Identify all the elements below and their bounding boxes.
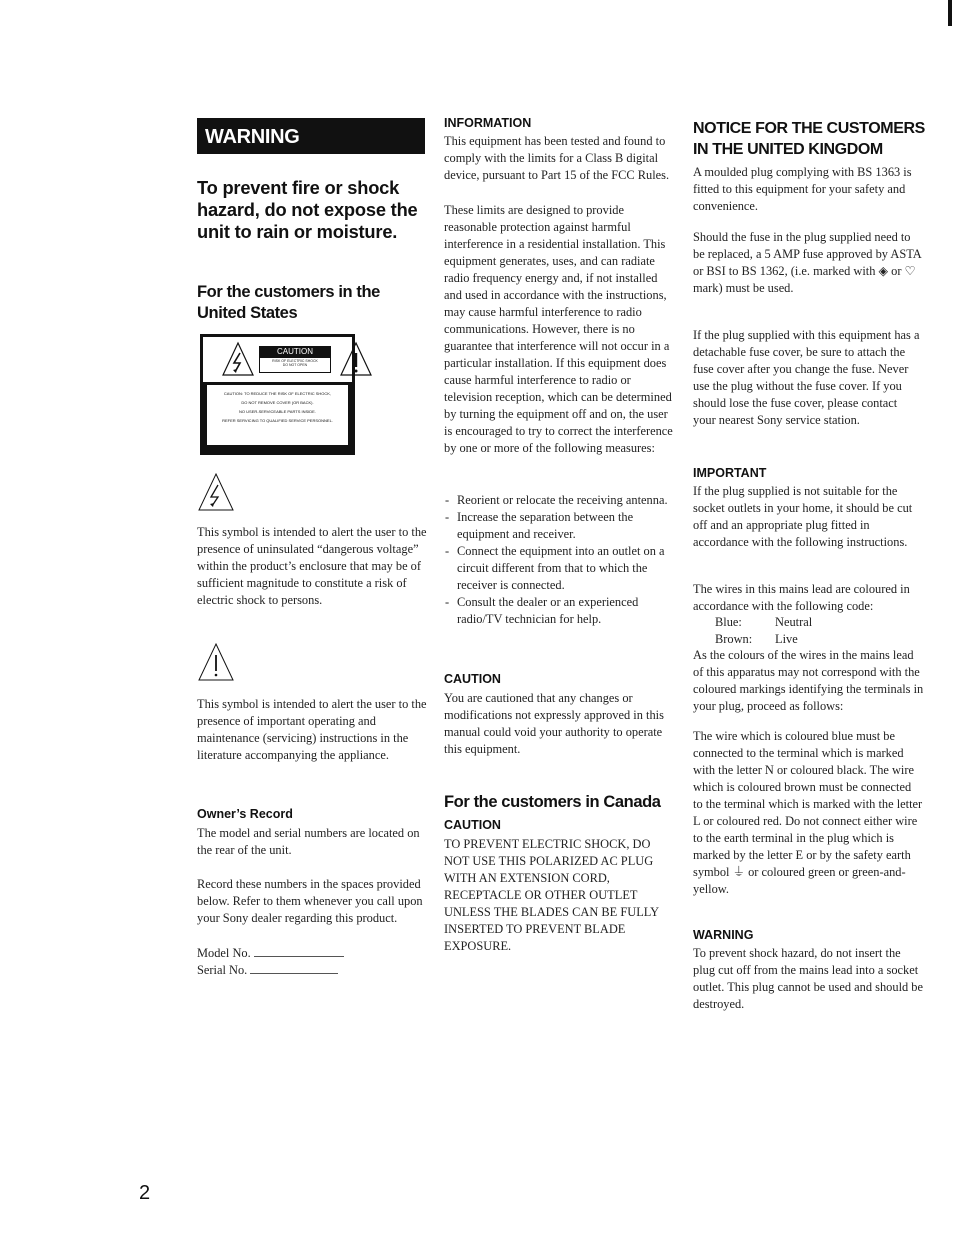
instruction-symbol-description: This symbol is intended to alert the user to the presence of important operating and maintenance (servicing) instructions in the literature accompanying the appliance. [197,697,427,762]
voltage-symbol-description: This symbol is intended to alert the user to the presence of uninsulated “dangerous voltage” within the product’s enclosure that may be of sufficient magnitude to constitute a risk of electric shock to persons. [197,525,427,607]
canada-customers-heading: For the customers in Canada [444,793,661,811]
warning-banner: WARNING [197,118,425,154]
list-item: - Consult the dealer or an experienced radio/TV technician for help. [444,594,676,628]
important-instructions-symbol-icon [197,642,235,682]
exclamation-warning-icon [339,341,373,377]
owners-record-heading: Owner’s Record [197,807,293,821]
heading-line: hazard, do not expose the [197,199,418,220]
fine-print-line: CAUTION: TO REDUCE THE RISK OF ELECTRIC SHOCK, [223,391,332,396]
information-heading: INFORMATION [444,116,532,130]
fine-print-line: NO USER-SERVICEABLE PARTS INSIDE. [239,409,316,414]
fire-shock-warning-heading [197,177,432,243]
us-customers-heading [197,282,427,324]
serial-number-label: Serial No. [197,963,248,977]
caution-label-top [203,337,352,385]
wire-colour: Brown: [715,632,753,646]
model-number-field [197,945,427,962]
heading-line: unit to rain or moisture. [197,221,398,242]
wire-colour-text: The wires in this mains lead are coloured in accordance with the following code: [693,582,910,613]
caution-label-graphic [200,334,355,455]
interference-measures-list [444,492,676,628]
wire-role: Live [775,632,798,646]
terminal-mismatch-text: As the colours of the wires in the mains lead of this apparatus may not correspond with the coloured markings identifying the terminals in your plug, proceed as follows: [693,648,924,713]
serial-number-field [197,962,427,979]
uk-fuse-cover-text: If the plug supplied with this equipment has a detachable fuse cover, be sure to attach the fuse cover after you change the fuse. Never use the plug without the fuse cover. If you should lose the fuse cover, please contact your nearest Sony service station. [693,328,920,427]
owners-record-location-text: The model and serial numbers are located on the rear of the unit. [197,826,420,857]
uk-warning-heading: WARNING [693,928,754,942]
caution-tag-subtext [259,357,331,373]
list-item: - Increase the separation between the equipment and receiver. [444,509,676,543]
lightning-warning-icon [221,341,255,377]
fine-print-line: DO NOT REMOVE COVER (OR BACK). [241,400,314,405]
caution-sub-line: RISK OF ELECTRIC SHOCK [272,359,318,363]
dangerous-voltage-symbol-icon [197,472,235,512]
serial-number-blank [250,963,338,974]
page-edge-mark [948,0,952,26]
caution-text: You are cautioned that any changes or modifications not expressly approved in this manual could void your authority to operate this equipment. [444,691,664,756]
owners-record-instructions-text: Record these numbers in the spaces provided below. Refer to them whenever you call upon your Sony dealer regarding this product. [197,877,423,925]
wiring-instructions-text: The wire which is coloured blue must be connected to the terminal which is marked with the letter N or coloured black. The wire which is coloured brown must be connected to the terminal which is marked with the letter L or coloured red. Do not connect either wire to the earth terminal in the plug which is marked by the letter E or by the safety earth symbol ⏚ or coloured green or green-and-yellow. [693,729,923,896]
caution-heading: CAUTION [444,672,501,686]
heading-line: United States [197,304,298,322]
caution-tag: CAUTION [259,346,331,357]
important-heading: IMPORTANT [693,466,767,480]
uk-fuse-text: Should the fuse in the plug supplied need to be replaced, a 5 AMP fuse approved by ASTA or BSI to BS 1362, (i.e. marked with ◈ or ♡ mark) must be used. [693,230,922,295]
caution-label-bottom [203,383,352,452]
canada-caution-heading: CAUTION [444,818,501,832]
wire-colour-row [693,614,923,631]
heading-line: NOTICE FOR THE CUSTOMERS [693,120,925,137]
uk-warning-text: To prevent shock hazard, do not insert the plug cut off from the mains lead into a socket outlet. This plug cannot be used and should be destroyed. [693,946,923,1011]
list-item: - Reorient or relocate the receiving antenna. [444,492,676,509]
list-item: - Connect the equipment into an outlet on a circuit different from that to which the receiver is connected. [444,543,676,594]
wire-colour: Blue: [715,615,742,629]
model-number-label: Model No. [197,946,251,960]
fine-print-line: REFER SERVICING TO QUALIFIED SERVICE PERSONNEL. [222,418,333,423]
wire-role: Neutral [775,615,813,629]
heading-line: To prevent fire or shock [197,177,400,198]
wire-colour-code-table [693,614,923,648]
heading-line: For the customers in the [197,283,380,301]
important-plug-text: If the plug supplied is not suitable for the socket outlets in your home, it should be cut off and an appropriate plug fitted in accordance with the following instructions. [693,484,913,549]
caution-fine-print [207,385,348,445]
caution-sub-line: DO NOT OPEN [282,363,308,367]
wire-colour-row [693,631,923,648]
canada-caution-text: TO PREVENT ELECTRIC SHOCK, DO NOT USE THIS POLARIZED AC PLUG WITH AN EXTENSION CORD, RECEPTACLE OR OTHER OUTLET UNLESS THE BLADES CAN BE FULLY INSERTED TO PREVENT BLADE EXPOSURE. [444,837,659,953]
fcc-interference-text: These limits are designed to provide reasonable protection against harmful interference in a residential installation. This equipment generates, uses, and can radiate radio frequency energy and, if not installed and used in accordance with the instructions, may cause harmful interference to radio communications. However, there is no guarantee that interference will not occur in a particular installation. If this equipment does cause harmful interference to radio or television reception, which can be determined by turning the equipment off and on, the user is encouraged to try to correct the interference by one or more of the following measures: [444,203,673,455]
model-number-blank [254,946,344,957]
heading-line: IN THE UNITED KINGDOM [693,141,883,158]
uk-plug-text: A moulded plug complying with BS 1363 is fitted to this equipment for your safety and convenience. [693,165,912,213]
page-number: 2 [139,1182,151,1204]
uk-notice-heading [693,118,933,160]
fcc-compliance-text: This equipment has been tested and found to comply with the limits for a Class B digital device, pursuant to Part 15 of the FCC Rules. [444,134,670,182]
